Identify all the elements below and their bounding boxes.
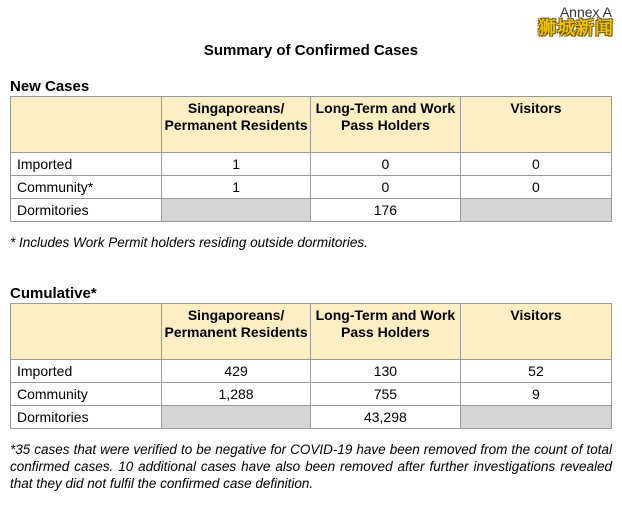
header-cell-empty	[11, 304, 162, 360]
table-row-dormitories	[11, 199, 612, 222]
cell-empty-grey	[162, 406, 311, 429]
cell-sg-pr: 1	[162, 176, 311, 199]
cumulative-heading: Cumulative*	[10, 285, 97, 302]
new-cases-heading: New Cases	[10, 78, 90, 95]
cell-sg-pr: 429	[162, 360, 311, 383]
annex-label: Annex A	[559, 4, 612, 20]
row-label: Dormitories	[11, 406, 162, 429]
row-label: Community	[11, 383, 162, 406]
table-row	[11, 383, 612, 406]
cumulative-footnote: *35 cases that were verified to be negative for COVID-19 have been removed from the count of total confirmed cases. 10 additional cases have also been removed after further investigations revealed that they did not fulfil the confirmed case definition.	[10, 442, 612, 491]
table-row	[11, 153, 612, 176]
cell-visitors: 9	[460, 383, 611, 406]
cell-visitors: 0	[460, 153, 611, 176]
cumulative-table	[10, 303, 612, 429]
header-cell-empty	[11, 97, 162, 153]
row-label: Imported	[11, 360, 162, 383]
row-label: Imported	[11, 153, 162, 176]
cell-empty-grey	[162, 199, 311, 222]
cell-ltwp: 755	[310, 383, 460, 406]
header-cell-sg-pr: Singaporeans/ Permanent Residents	[162, 304, 311, 360]
new-cases-footnote: * Includes Work Permit holders residing outside dormitories.	[10, 235, 368, 250]
new-cases-table	[10, 96, 612, 222]
cell-ltwp: 130	[310, 360, 460, 383]
cell-dormitories-value: 176	[310, 199, 460, 222]
header-cell-visitors: Visitors	[460, 304, 611, 360]
cell-dormitories-value: 43,298	[310, 406, 460, 429]
header-cell-visitors: Visitors	[460, 97, 611, 153]
header-cell-ltwp: Long-Term and Work Pass Holders	[310, 304, 460, 360]
cell-visitors: 52	[460, 360, 611, 383]
header-cell-sg-pr: Singaporeans/ Permanent Residents	[162, 97, 311, 153]
row-label: Dormitories	[11, 199, 162, 222]
table-row	[11, 176, 612, 199]
cell-sg-pr: 1,288	[162, 383, 311, 406]
table-row	[11, 360, 612, 383]
cell-empty-grey	[460, 406, 611, 429]
table-row-dormitories	[11, 406, 612, 429]
cell-ltwp: 0	[310, 153, 460, 176]
cell-visitors: 0	[460, 176, 611, 199]
cell-empty-grey	[460, 199, 611, 222]
watermark-logo: 狮城新闻	[538, 18, 614, 39]
table-header-row	[11, 304, 612, 360]
cell-sg-pr: 1	[162, 153, 311, 176]
table-header-row	[11, 97, 612, 153]
row-label: Community*	[11, 176, 162, 199]
header-cell-ltwp: Long-Term and Work Pass Holders	[310, 97, 460, 153]
page-title: Summary of Confirmed Cases	[203, 42, 419, 59]
cell-ltwp: 0	[310, 176, 460, 199]
